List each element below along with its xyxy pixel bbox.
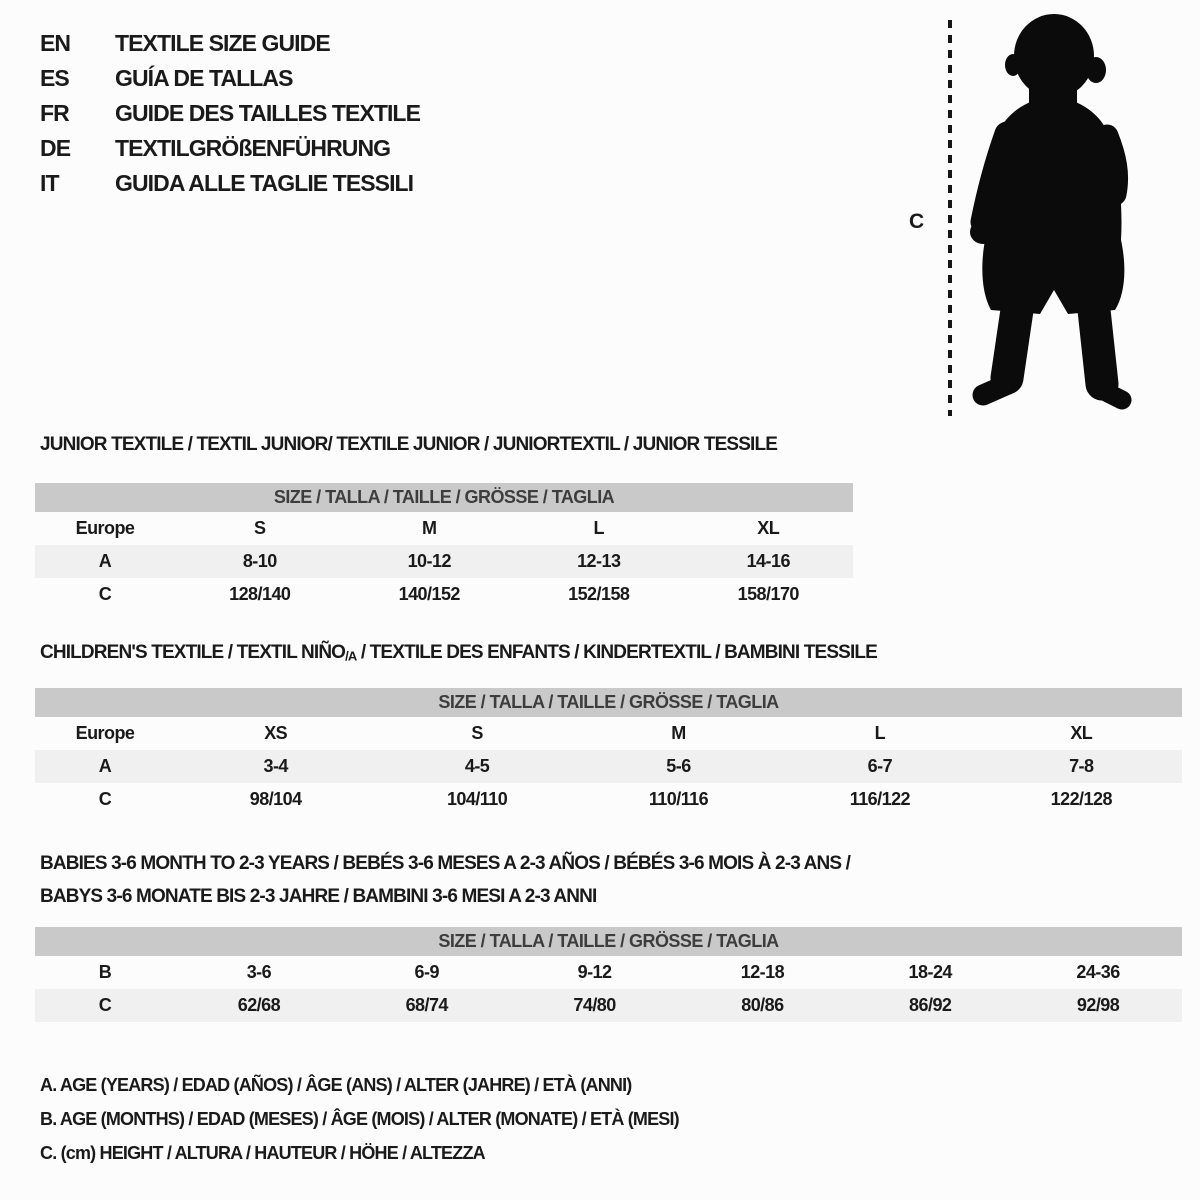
table-cell: 6-7	[779, 750, 980, 783]
row-label: C	[35, 989, 175, 1022]
language-row	[40, 61, 420, 96]
toddler-silhouette-icon	[957, 12, 1139, 418]
table-cell: 4-5	[376, 750, 577, 783]
table-cell: 24-36	[1076, 962, 1120, 982]
language-row	[40, 26, 420, 61]
table-row	[35, 545, 853, 578]
size-col-header: XL	[1070, 723, 1093, 743]
size-header-band: SIZE / TALLA / TAILLE / GRÖSSE / TAGLIA	[35, 927, 1182, 956]
size-col-header: XS	[264, 723, 288, 743]
language-title: TEXTILE SIZE GUIDE	[115, 30, 330, 56]
legend-notes	[40, 1068, 679, 1170]
language-title: GUÍA DE TALLAS	[115, 65, 293, 91]
children-heading-text: / TEXTILE DES ENFANTS / KINDERTEXTIL / BAMBINI TESSILE	[356, 642, 877, 663]
note-age-months: B. AGE (MONTHS) / EDAD (MESES) / ÂGE (MOIS) / ALTER (MONATE) / ETÀ (MESI)	[40, 1109, 679, 1129]
language-list	[40, 26, 420, 201]
row-label: C	[98, 584, 112, 604]
junior-size-table	[35, 483, 853, 611]
table-cell: 158/170	[737, 584, 799, 604]
row-label: A	[35, 750, 175, 783]
children-heading-text: CHILDREN'S TEXTILE / TEXTIL NIÑO	[40, 642, 346, 663]
children-section-heading	[40, 642, 877, 667]
size-col-header: S	[254, 518, 266, 538]
language-code: ES	[40, 65, 69, 91]
table-cell: 104/110	[446, 789, 508, 809]
language-title: TEXTILGRÖßENFÜHRUNG	[115, 135, 391, 161]
size-col-header: M	[422, 518, 437, 538]
row-label: C	[98, 789, 112, 809]
table-cell: 152/158	[568, 584, 630, 604]
table-cell: 86/92	[846, 989, 1014, 1022]
table-cell: 128/140	[229, 584, 291, 604]
language-title: GUIDA ALLE TAGLIE TESSILI	[115, 170, 414, 196]
size-col-header: L	[593, 518, 604, 538]
language-code: IT	[40, 170, 59, 196]
table-cell: 3-4	[175, 750, 376, 783]
table-cell: 10-12	[345, 545, 515, 578]
table-cell: 122/128	[1050, 789, 1112, 809]
babies-section-heading	[40, 847, 850, 913]
table-row	[35, 783, 1182, 816]
table-cell: 8-10	[175, 545, 345, 578]
babies-size-table	[35, 927, 1182, 1022]
table-cell: 140/152	[398, 584, 460, 604]
table-row	[35, 750, 1182, 783]
height-measure-label: C	[909, 210, 925, 233]
size-col-header: XL	[757, 518, 780, 538]
table-cell: 12-18	[740, 962, 785, 982]
language-row	[40, 131, 420, 166]
table-row	[35, 956, 1182, 989]
row-label: A	[35, 545, 175, 578]
language-row	[40, 96, 420, 131]
note-age-years: A. AGE (YEARS) / EDAD (AÑOS) / ÂGE (ANS) / ALTER (JAHRE) / ETÀ (ANNI)	[40, 1075, 632, 1095]
region-label: Europe	[75, 518, 135, 538]
table-cell: 92/98	[1014, 989, 1182, 1022]
language-code: DE	[40, 135, 71, 161]
table-cell: 5-6	[578, 750, 779, 783]
table-cell: 68/74	[343, 989, 511, 1022]
size-header-band: SIZE / TALLA / TAILLE / GRÖSSE / TAGLIA	[35, 483, 853, 512]
junior-section-heading: JUNIOR TEXTILE / TEXTIL JUNIOR/ TEXTILE JUNIOR / JUNIORTEXTIL / JUNIOR TESSILE	[40, 434, 778, 455]
table-cell: 6-9	[414, 962, 439, 982]
height-dashed-line-icon	[948, 20, 952, 416]
size-col-header: S	[471, 723, 483, 743]
language-code: EN	[40, 30, 71, 56]
table-cell: 7-8	[981, 750, 1182, 783]
children-heading-suffix: /A	[345, 648, 357, 664]
language-title: GUIDE DES TAILLES TEXTILE	[115, 100, 420, 126]
size-col-header: L	[874, 723, 886, 743]
table-cell: 9-12	[577, 962, 612, 982]
table-cell: 116/122	[849, 789, 911, 809]
table-cell: 18-24	[908, 962, 952, 982]
children-size-table	[35, 688, 1182, 816]
babies-heading-line1: BABIES 3-6 MONTH TO 2-3 YEARS / BEBÉS 3-6 MESES A 2-3 AÑOS / BÉBÉS 3-6 MOIS À 2-3 ANS /	[40, 853, 851, 874]
table-row	[35, 989, 1182, 1022]
table-row	[35, 578, 853, 611]
table-cell: 74/80	[511, 989, 679, 1022]
table-cell: 12-13	[514, 545, 684, 578]
table-cell: 110/116	[648, 789, 709, 809]
table-cell: 62/68	[175, 989, 343, 1022]
table-cell: 80/86	[678, 989, 846, 1022]
babies-heading-line2: BABYS 3-6 MONATE BIS 2-3 JAHRE / BAMBINI 3-6 MESI A 2-3 ANNI	[40, 886, 597, 907]
table-cell: 3-6	[246, 962, 272, 982]
region-label: Europe	[75, 723, 135, 743]
language-row	[40, 166, 420, 201]
size-col-header: M	[671, 723, 686, 743]
table-cell: 14-16	[684, 545, 854, 578]
size-header-band: SIZE / TALLA / TAILLE / GRÖSSE / TAGLIA	[35, 688, 1182, 717]
height-measure-figure	[895, 10, 1195, 422]
note-height-cm: C. (cm) HEIGHT / ALTURA / HAUTEUR / HÖHE / ALTEZZA	[40, 1143, 485, 1163]
language-code: FR	[40, 100, 69, 126]
row-label: B	[98, 962, 112, 982]
table-cell: 98/104	[249, 789, 302, 809]
